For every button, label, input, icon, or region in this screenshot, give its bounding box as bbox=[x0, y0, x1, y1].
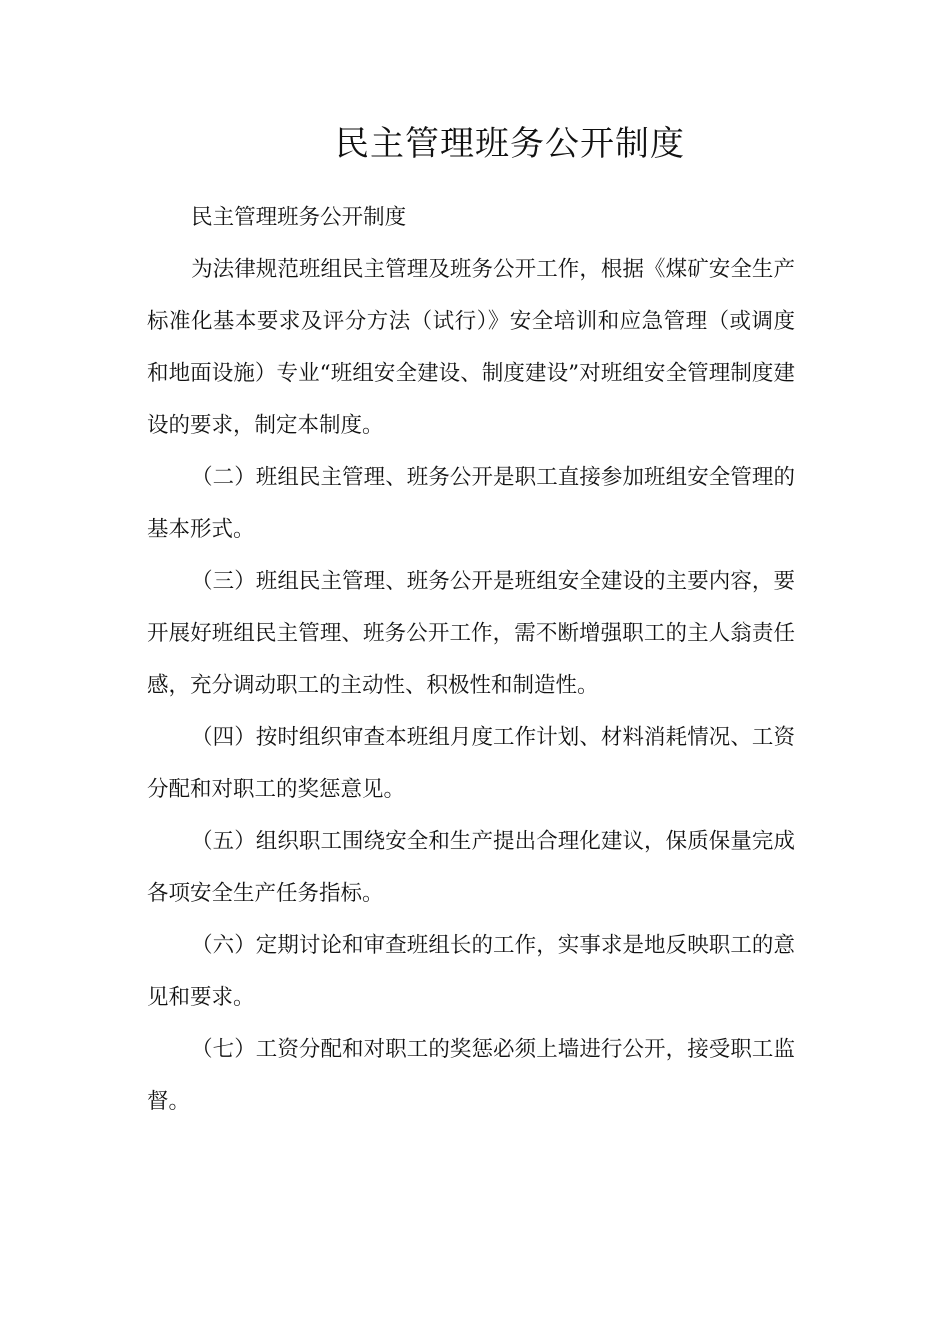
paragraph-item-3: （三）班组民主管理、班务公开是班组安全建设的主要内容，要开展好班组民主管理、班务公开工作，需不断增强职工的主人翁责任感，充分调动职工的主动性、积极性和制造性。 bbox=[147, 569, 795, 698]
paragraph-item-4: （四）按时组织审查本班组月度工作计划、材料消耗情况、工资分配和对职工的奖惩意见。 bbox=[147, 725, 795, 802]
paragraph-item-6: （六）定期讨论和审查班组长的工作，实事求是地反映职工的意见和要求。 bbox=[147, 933, 795, 1010]
document-body bbox=[147, 192, 795, 1128]
paragraph-item-7: （七）工资分配和对职工的奖惩必须上墙进行公开，接受职工监督。 bbox=[147, 1037, 795, 1114]
paragraph-item-2: （二）班组民主管理、班务公开是职工直接参加班组安全管理的基本形式。 bbox=[147, 465, 795, 542]
document-subtitle: 民主管理班务公开制度 bbox=[191, 205, 407, 230]
paragraph-item-5: （五）组织职工围绕安全和生产提出合理化建议，保质保量完成各项安全生产任务指标。 bbox=[147, 829, 795, 906]
paragraph-intro: 为法律规范班组民主管理及班务公开工作，根据《煤矿安全生产标准化基本要求及评分方法（试行）》安全培训和应急管理（或调度和地面设施）专业“班组安全建设、制度建设”对班组安全管理制度建设的要求，制定本制度。 bbox=[147, 257, 795, 438]
document-title: 民主管理班务公开制度 bbox=[335, 124, 685, 164]
